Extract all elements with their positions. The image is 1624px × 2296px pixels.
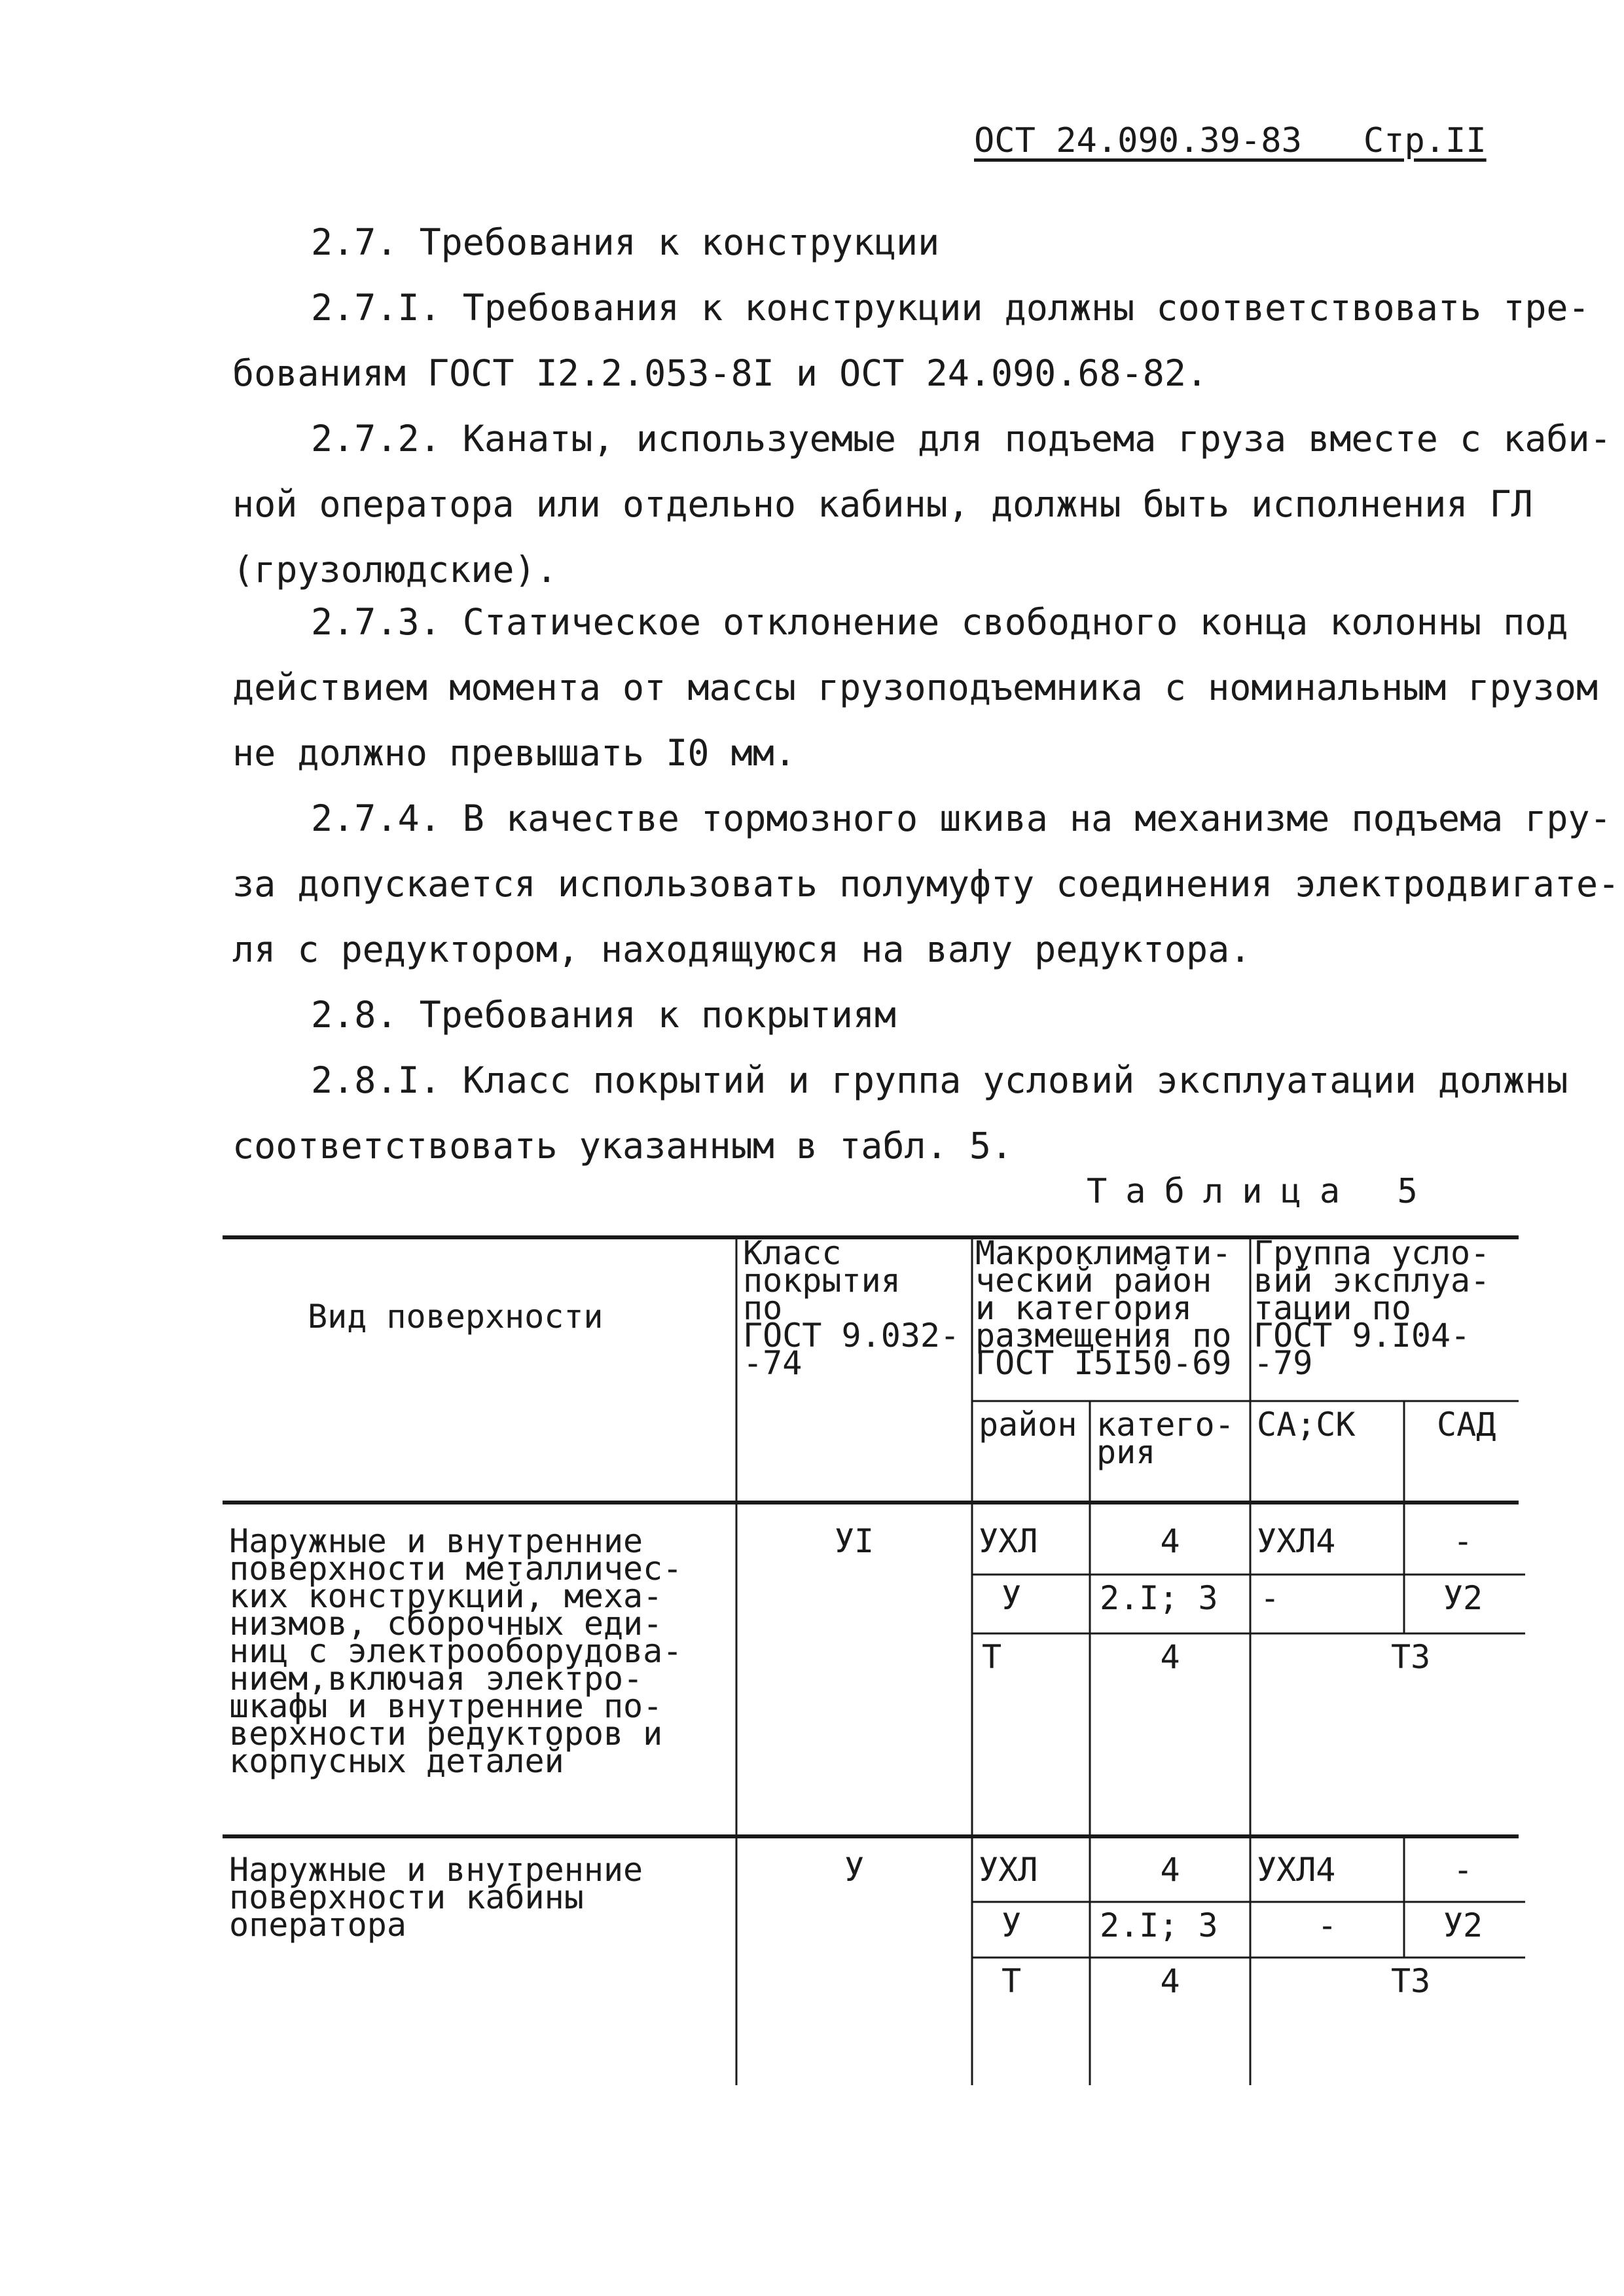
section-heading-2-7: 2.7. Требования к конструкции <box>311 221 940 263</box>
row1-category-u: 2.I; 3 <box>1100 1579 1218 1617</box>
header-coating-class: Класс покрытия по ГОСТ 9.032- -74 <box>743 1234 960 1382</box>
paragraph-line: не должно превышать I0 мм. <box>232 732 796 774</box>
paragraph-line: ной оператора или отдельно кабины, должны быть исполнения ГЛ <box>232 483 1533 525</box>
row1-ca-ck-u: - <box>1260 1579 1280 1617</box>
row1-merged-t3: Т3 <box>1391 1638 1431 1676</box>
paragraph-line: соответствовать указанным в табл. 5. <box>232 1125 1013 1167</box>
header-operating-group: Группа усло- вий эксплуа- тации по ГОСТ 9.I04- -79 <box>1254 1234 1490 1382</box>
row1-category-t: 4 <box>1160 1638 1180 1676</box>
page-header: ОСТ 24.090.39-83 Стр.II <box>974 121 1487 160</box>
row1-category-uhl: 4 <box>1160 1522 1180 1560</box>
row1-region-t: Т <box>982 1638 1002 1676</box>
row1-cad-uhl: - <box>1453 1522 1473 1560</box>
row2-ca-ck-u: - <box>1317 1906 1337 1944</box>
paragraph-line: действием момента от массы грузоподъемника с номинальным грузом <box>232 666 1598 708</box>
header-surface-type: Вид поверхности <box>308 1298 604 1336</box>
paragraph-line: 2.7.3. Статическое отклонение свободного конца колонны под <box>311 601 1568 643</box>
table-caption: Таблица 5 <box>1087 1172 1436 1211</box>
row1-ca-ck-uhl: УХЛ4 <box>1257 1522 1336 1560</box>
header-category: катего- рия <box>1096 1406 1235 1471</box>
paragraph-line: за допускается использовать полумуфту соединения электродвигате- <box>232 863 1620 905</box>
paragraph-line: 2.8.I. Класс покрытий и группа условий эксплуатации должны <box>311 1059 1568 1101</box>
paragraph-line: бованиям ГОСТ I2.2.053-8I и ОСТ 24.090.68-82. <box>232 352 1208 394</box>
row2-coating-class: У <box>844 1851 865 1889</box>
paragraph-line: ля с редуктором, находящуюся на валу редуктора. <box>232 928 1252 970</box>
coatings-table <box>0 1234 1624 2111</box>
row2-region-t: Т <box>1001 1962 1022 2000</box>
paragraph-line: 2.7.I. Требования к конструкции должны соответствовать тре- <box>311 287 1590 329</box>
row2-category-u: 2.I; 3 <box>1100 1906 1218 1944</box>
row2-cad-u: У2 <box>1443 1906 1483 1944</box>
row2-cad-uhl: - <box>1453 1851 1473 1889</box>
row2-region-uhl: УХЛ <box>979 1851 1038 1889</box>
paragraph-line: 2.7.2. Канаты, используемые для подъема груза вместе с каби- <box>311 418 1612 460</box>
row1-coating-class: УI <box>834 1522 875 1560</box>
row1-region-uhl: УХЛ <box>979 1522 1038 1560</box>
header-ca-ck: СА;СК <box>1257 1406 1356 1444</box>
section-heading-2-8: 2.8. Требования к покрытиям <box>311 994 897 1036</box>
row1-cad-u: У2 <box>1443 1579 1483 1617</box>
row2-category-uhl: 4 <box>1160 1851 1180 1889</box>
row2-merged-t3: Т3 <box>1391 1962 1431 2000</box>
row1-region-u: У <box>1001 1579 1022 1617</box>
paragraph-line: (грузолюдские). <box>232 549 558 591</box>
header-cad: САД <box>1437 1406 1496 1444</box>
row1-surface: Наружные и внутренние поверхности металличес- ких конструкций, меха- низмов, сборочных еди- ниц с электрооборудова- нием,включая электро- шкафы и внутренние по- верхности редукторов и корпусных деталей <box>229 1522 683 1780</box>
row2-region-u: У <box>1001 1906 1022 1944</box>
paragraph-line: 2.7.4. В качестве тормозного шкива на механизме подъема гру- <box>311 797 1612 839</box>
header-region: район <box>979 1406 1077 1444</box>
row2-ca-ck-uhl: УХЛ4 <box>1257 1851 1336 1889</box>
row2-surface: Наружные и внутренние поверхности кабины оператора <box>229 1851 643 1944</box>
row2-category-t: 4 <box>1160 1962 1180 2000</box>
header-macroclimatic-region: Макроклимати- ческий район и категория размещения по ГОСТ I5I50-69 <box>975 1234 1232 1382</box>
